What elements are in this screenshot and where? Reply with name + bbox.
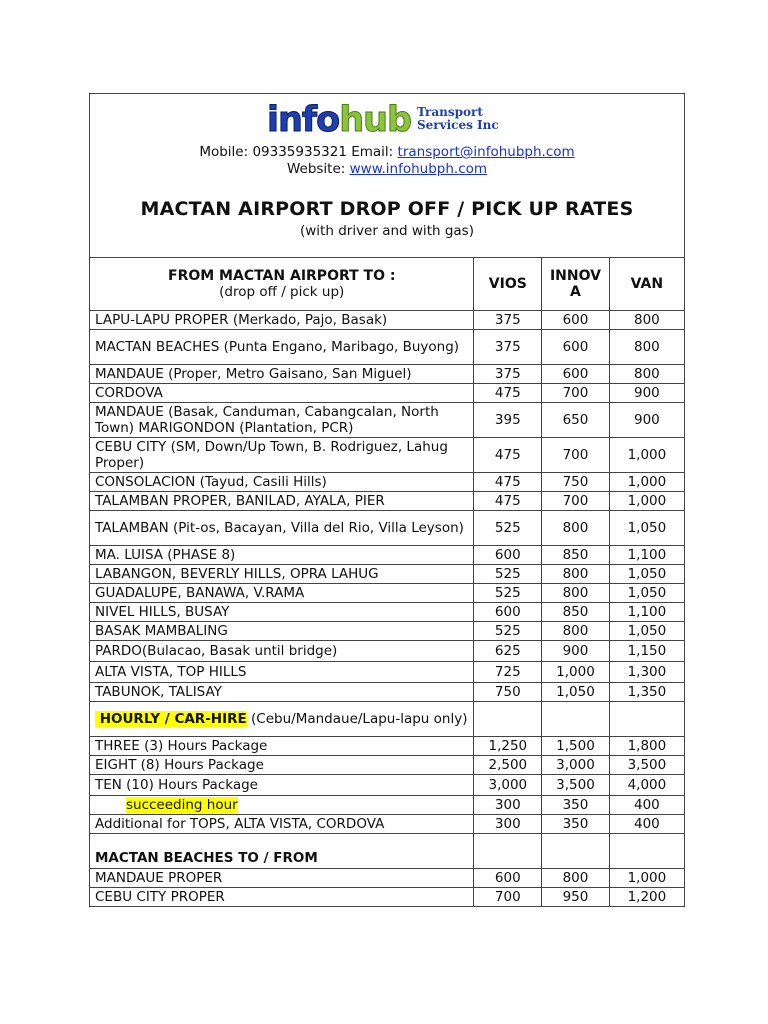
van-rate-cell: 1,200 bbox=[609, 888, 684, 907]
hourly-package-row bbox=[90, 756, 685, 775]
innova-rate-cell: 350 bbox=[542, 815, 610, 834]
vios-rate-cell: 750 bbox=[474, 683, 542, 702]
innova-rate-cell: 1,050 bbox=[542, 683, 610, 702]
destination-cell: CORDOVA bbox=[90, 384, 474, 403]
destination-cell: LAPU-LAPU PROPER (Merkado, Pajo, Basak) bbox=[90, 311, 474, 330]
destination-cell: ALTA VISTA, TOP HILLS bbox=[90, 662, 474, 683]
beaches-rate-row bbox=[90, 869, 685, 888]
destination-cell: MANDAUE PROPER bbox=[90, 869, 474, 888]
destination-cell: MA. LUISA (PHASE 8) bbox=[90, 546, 474, 565]
email-link[interactable]: transport@infohubph.com bbox=[397, 144, 575, 160]
van-rate-cell: 1,800 bbox=[609, 737, 684, 756]
destination-cell: THREE (3) Hours Package bbox=[90, 737, 474, 756]
vios-rate-cell: 475 bbox=[474, 438, 542, 473]
table-row bbox=[90, 473, 685, 492]
vios-rate-cell: 475 bbox=[474, 384, 542, 403]
empty-cell bbox=[542, 834, 610, 869]
van-rate-cell: 800 bbox=[609, 311, 684, 330]
innova-rate-cell: 3,000 bbox=[542, 756, 610, 775]
destination-cell: PARDO(Bulacao, Basak until bridge) bbox=[90, 641, 474, 662]
hourly-package-row bbox=[90, 737, 685, 756]
logo-subtitle bbox=[417, 106, 499, 132]
rate-sheet bbox=[89, 93, 685, 912]
header-destination bbox=[90, 258, 474, 311]
van-rate-cell: 1,000 bbox=[609, 438, 684, 473]
van-rate-cell: 800 bbox=[609, 365, 684, 384]
innova-rate-cell: 800 bbox=[542, 511, 610, 546]
vios-rate-cell: 725 bbox=[474, 662, 542, 683]
van-rate-cell: 1,100 bbox=[609, 603, 684, 622]
vios-rate-cell: 300 bbox=[474, 815, 542, 834]
empty-cell bbox=[609, 702, 684, 737]
contact-line bbox=[90, 144, 684, 160]
header-vios: VIOS bbox=[474, 258, 542, 311]
innova-rate-cell: 600 bbox=[542, 311, 610, 330]
header-box bbox=[89, 93, 685, 258]
van-rate-cell: 4,000 bbox=[609, 775, 684, 796]
vios-rate-cell: 1,250 bbox=[474, 737, 542, 756]
vios-rate-cell: 600 bbox=[474, 546, 542, 565]
beaches-rate-row bbox=[90, 888, 685, 907]
destination-cell: MANDAUE (Basak, Canduman, Cabangcalan, North Town) MARIGONDON (Plantation, PCR) bbox=[90, 403, 474, 438]
van-rate-cell: 1,300 bbox=[609, 662, 684, 683]
vios-rate-cell: 475 bbox=[474, 473, 542, 492]
van-rate-cell: 3,500 bbox=[609, 756, 684, 775]
van-rate-cell: 1,050 bbox=[609, 584, 684, 603]
innova-rate-cell: 800 bbox=[542, 622, 610, 641]
van-rate-cell: 900 bbox=[609, 384, 684, 403]
destination-cell: LABANGON, BEVERLY HILLS, OPRA LAHUG bbox=[90, 565, 474, 584]
table-row bbox=[90, 384, 685, 403]
table-row bbox=[90, 311, 685, 330]
innova-rate-cell: 350 bbox=[542, 796, 610, 815]
table-row bbox=[90, 511, 685, 546]
innova-rate-cell: 800 bbox=[542, 584, 610, 603]
hourly-package-row bbox=[90, 775, 685, 796]
logo-wordmark bbox=[267, 100, 411, 140]
header-destination-label: FROM MACTAN AIRPORT TO : bbox=[168, 268, 396, 284]
table-row bbox=[90, 603, 685, 622]
innova-rate-cell: 700 bbox=[542, 438, 610, 473]
innova-rate-cell: 750 bbox=[542, 473, 610, 492]
vios-rate-cell: 395 bbox=[474, 403, 542, 438]
table-row bbox=[90, 683, 685, 702]
van-rate-cell: 1,000 bbox=[609, 473, 684, 492]
destination-cell: CONSOLACION (Tayud, Casili Hills) bbox=[90, 473, 474, 492]
vios-rate-cell: 600 bbox=[474, 603, 542, 622]
additional-charge-row bbox=[90, 815, 685, 834]
table-row bbox=[90, 662, 685, 683]
logo-sub-line1: Transport bbox=[417, 105, 483, 119]
website-label: Website: bbox=[286, 161, 350, 177]
destination-cell: EIGHT (8) Hours Package bbox=[90, 756, 474, 775]
table-row bbox=[90, 546, 685, 565]
van-rate-cell: 1,000 bbox=[609, 492, 684, 511]
van-rate-cell: 1,150 bbox=[609, 641, 684, 662]
innova-rate-cell: 700 bbox=[542, 384, 610, 403]
innova-rate-cell: 700 bbox=[542, 492, 610, 511]
van-rate-cell: 1,350 bbox=[609, 683, 684, 702]
destination-cell: Additional for TOPS, ALTA VISTA, CORDOVA bbox=[90, 815, 474, 834]
van-rate-cell: 1,050 bbox=[609, 511, 684, 546]
header-van: VAN bbox=[609, 258, 684, 311]
vios-rate-cell: 3,000 bbox=[474, 775, 542, 796]
vios-rate-cell: 375 bbox=[474, 311, 542, 330]
table-row bbox=[90, 584, 685, 603]
rates-table-body bbox=[90, 258, 685, 907]
van-rate-cell: 400 bbox=[609, 796, 684, 815]
rates-table bbox=[89, 257, 685, 907]
page-title: MACTAN AIRPORT DROP OFF / PICK UP RATES bbox=[140, 198, 634, 220]
innova-rate-cell: 850 bbox=[542, 546, 610, 565]
hourly-note: (Cebu/Mandaue/Lapu-lapu only) bbox=[246, 711, 468, 727]
vios-rate-cell: 300 bbox=[474, 796, 542, 815]
table-row bbox=[90, 565, 685, 584]
empty-cell bbox=[542, 702, 610, 737]
logo-info-text: info bbox=[267, 100, 340, 140]
empty-cell bbox=[474, 702, 542, 737]
table-row bbox=[90, 641, 685, 662]
table-header-row bbox=[90, 258, 685, 311]
van-rate-cell: 800 bbox=[609, 330, 684, 365]
succeeding-hour-cell bbox=[90, 796, 474, 815]
destination-cell: TALAMBAN PROPER, BANILAD, AYALA, PIER bbox=[90, 492, 474, 511]
succeeding-hour-label: succeeding hour bbox=[126, 797, 238, 813]
vios-rate-cell: 600 bbox=[474, 869, 542, 888]
table-row bbox=[90, 330, 685, 365]
vios-rate-cell: 625 bbox=[474, 641, 542, 662]
header-innova: INNOVA bbox=[542, 258, 610, 311]
mobile-text: Mobile: 09335935321 Email: bbox=[199, 144, 398, 160]
innova-rate-cell: 950 bbox=[542, 888, 610, 907]
destination-cell: NIVEL HILLS, BUSAY bbox=[90, 603, 474, 622]
logo-hub-text: hub bbox=[339, 100, 412, 140]
infohub-logo bbox=[267, 100, 512, 140]
logo-sub-line2: Services Inc bbox=[417, 118, 499, 132]
vios-rate-cell: 375 bbox=[474, 365, 542, 384]
table-row bbox=[90, 365, 685, 384]
innova-rate-cell: 800 bbox=[542, 869, 610, 888]
vios-rate-cell: 375 bbox=[474, 330, 542, 365]
table-row bbox=[90, 438, 685, 473]
van-rate-cell: 400 bbox=[609, 815, 684, 834]
innova-rate-cell: 1,500 bbox=[542, 737, 610, 756]
hourly-section-row bbox=[90, 702, 685, 737]
destination-cell: CEBU CITY (SM, Down/Up Town, B. Rodriguez, Lahug Proper) bbox=[90, 438, 474, 473]
vios-rate-cell: 525 bbox=[474, 622, 542, 641]
header-destination-sub: (drop off / pick up) bbox=[219, 284, 345, 300]
hourly-label: HOURLY / CAR-HIRE bbox=[95, 711, 247, 727]
innova-rate-cell: 600 bbox=[542, 365, 610, 384]
destination-cell: TALAMBAN (Pit-os, Bacayan, Villa del Rio, Villa Leyson) bbox=[90, 511, 474, 546]
table-row bbox=[90, 622, 685, 641]
destination-cell: CEBU CITY PROPER bbox=[90, 888, 474, 907]
succeeding-hour-row bbox=[90, 796, 685, 815]
innova-rate-cell: 1,000 bbox=[542, 662, 610, 683]
vios-rate-cell: 525 bbox=[474, 511, 542, 546]
page-subtitle: (with driver and with gas) bbox=[300, 223, 474, 239]
innova-rate-cell: 650 bbox=[542, 403, 610, 438]
van-rate-cell: 900 bbox=[609, 403, 684, 438]
innova-rate-cell: 600 bbox=[542, 330, 610, 365]
destination-cell: TABUNOK, TALISAY bbox=[90, 683, 474, 702]
innova-rate-cell: 3,500 bbox=[542, 775, 610, 796]
hourly-section-cell bbox=[90, 702, 474, 737]
innova-rate-cell: 800 bbox=[542, 565, 610, 584]
destination-cell: TEN (10) Hours Package bbox=[90, 775, 474, 796]
destination-cell: MANDAUE (Proper, Metro Gaisano, San Miguel) bbox=[90, 365, 474, 384]
destination-cell: GUADALUPE, BANAWA, V.RAMA bbox=[90, 584, 474, 603]
table-row bbox=[90, 403, 685, 438]
vios-rate-cell: 525 bbox=[474, 565, 542, 584]
vios-rate-cell: 2,500 bbox=[474, 756, 542, 775]
empty-cell bbox=[609, 834, 684, 869]
innova-rate-cell: 900 bbox=[542, 641, 610, 662]
destination-cell: BASAK MAMBALING bbox=[90, 622, 474, 641]
van-rate-cell: 1,100 bbox=[609, 546, 684, 565]
vios-rate-cell: 475 bbox=[474, 492, 542, 511]
table-row bbox=[90, 492, 685, 511]
vios-rate-cell: 525 bbox=[474, 584, 542, 603]
van-rate-cell: 1,050 bbox=[609, 565, 684, 584]
van-rate-cell: 1,050 bbox=[609, 622, 684, 641]
empty-cell bbox=[474, 834, 542, 869]
beaches-section-cell: MACTAN BEACHES TO / FROM bbox=[90, 834, 474, 869]
destination-cell: MACTAN BEACHES (Punta Engano, Maribago, Buyong) bbox=[90, 330, 474, 365]
website-link[interactable]: www.infohubph.com bbox=[349, 161, 488, 177]
innova-rate-cell: 850 bbox=[542, 603, 610, 622]
website-line bbox=[90, 161, 684, 177]
van-rate-cell: 1,000 bbox=[609, 869, 684, 888]
beaches-section-row bbox=[90, 834, 685, 869]
vios-rate-cell: 700 bbox=[474, 888, 542, 907]
